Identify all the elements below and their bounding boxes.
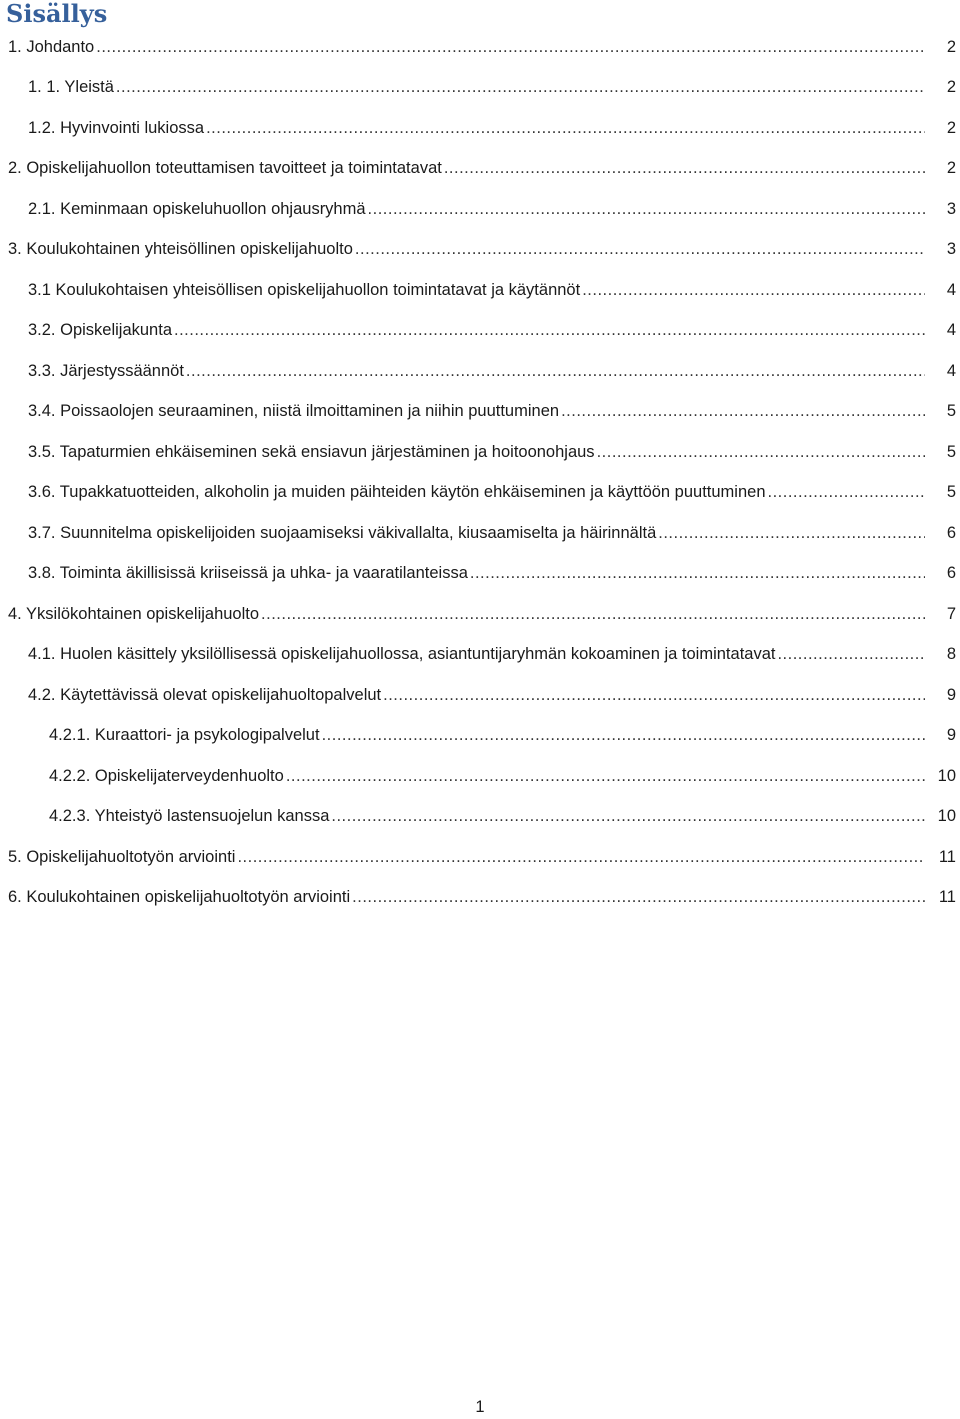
toc-entry-title: 3.1 Koulukohtaisen yhteisöllisen opiskelijahuollon toimintatavat ja käytännöt	[28, 280, 581, 299]
toc-entry-page: 2	[946, 78, 956, 97]
toc-entry[interactable]	[0, 27, 960, 68]
toc-entry[interactable]	[0, 68, 960, 109]
toc-entry-title: 6. Koulukohtainen opiskelijahuoltotyön arviointi	[8, 888, 351, 907]
toc-entry-page: 10	[937, 766, 956, 785]
toc-dot-leader	[286, 767, 925, 786]
toc-heading: Sisällys	[6, 0, 108, 28]
toc-entry[interactable]	[0, 797, 960, 838]
toc-dot-leader	[768, 483, 926, 502]
toc-entry-page: 2	[946, 159, 956, 178]
toc-entry[interactable]	[0, 149, 960, 190]
toc-entry-title: 3.4. Poissaolojen seuraaminen, niistä ilmoittaminen ja niihin puuttuminen	[28, 402, 560, 421]
toc-dot-leader	[561, 402, 925, 421]
toc-entry-page: 5	[946, 402, 956, 421]
toc-dot-leader	[444, 159, 925, 178]
toc-entry-title: 4.1. Huolen käsittely yksilöllisessä opiskelijahuollossa, asiantuntijaryhmän kokoaminen ja toimintatavat	[28, 645, 776, 664]
toc-entry-title: 4.2.3. Yhteistyö lastensuojelun kanssa	[49, 807, 330, 826]
toc-dot-leader	[96, 38, 925, 57]
toc-entry-title: 3.2. Opiskelijakunta	[28, 321, 172, 340]
toc-entry-page: 7	[946, 604, 956, 623]
toc-entry[interactable]	[0, 392, 960, 433]
toc-entry[interactable]	[0, 878, 960, 919]
toc-dot-leader	[322, 726, 925, 745]
toc-dot-leader	[355, 240, 925, 259]
toc-entry-page: 6	[946, 564, 956, 583]
toc-entry[interactable]	[0, 675, 960, 716]
toc-entry-title: 4.2.2. Opiskelijaterveydenhuolto	[49, 766, 284, 785]
toc-entry-title: 4. Yksilökohtainen opiskelijahuolto	[8, 604, 260, 623]
table-of-contents	[0, 27, 960, 918]
toc-dot-leader	[186, 362, 925, 381]
toc-entry-title: 3.6. Tupakkatuotteiden, alkoholin ja muiden päihteiden käytön ehkäiseminen ja käyttöön puuttuminen	[28, 483, 766, 502]
toc-entry[interactable]	[0, 473, 960, 514]
toc-entry-page: 4	[946, 321, 956, 340]
toc-dot-leader	[331, 807, 925, 826]
toc-dot-leader	[116, 78, 925, 97]
toc-dot-leader	[597, 443, 925, 462]
toc-entry-title: 4.2. Käytettävissä olevat opiskelijahuoltopalvelut	[28, 685, 382, 704]
toc-entry-title: 1. Johdanto	[8, 37, 95, 56]
toc-dot-leader	[352, 888, 925, 907]
toc-entry[interactable]	[0, 756, 960, 797]
toc-entry-page: 2	[946, 118, 956, 137]
toc-entry-title: 5. Opiskelijahuoltotyön arviointi	[8, 847, 236, 866]
toc-entry-title: 1.2. Hyvinvointi lukiossa	[28, 118, 205, 137]
toc-dot-leader	[383, 686, 925, 705]
toc-entry-page: 5	[946, 483, 956, 502]
toc-entry[interactable]	[0, 270, 960, 311]
toc-entry-title: 3. Koulukohtainen yhteisöllinen opiskelijahuolto	[8, 240, 353, 259]
toc-entry-page: 10	[937, 807, 956, 826]
page-number: 1	[475, 1398, 485, 1416]
toc-entry-title: 3.5. Tapaturmien ehkäiseminen sekä ensiavun järjestäminen ja hoitoonohjaus	[28, 442, 595, 461]
toc-entry[interactable]	[0, 635, 960, 676]
toc-dot-leader	[582, 281, 925, 300]
toc-entry[interactable]	[0, 108, 960, 149]
toc-entry-page: 6	[946, 523, 956, 542]
toc-entry-page: 3	[946, 240, 956, 259]
toc-entry[interactable]	[0, 716, 960, 757]
toc-entry-page: 4	[946, 361, 956, 380]
toc-entry-page: 11	[938, 847, 956, 866]
toc-entry-title: 1. 1. Yleistä	[28, 78, 114, 97]
toc-dot-leader	[206, 119, 925, 138]
toc-entry[interactable]	[0, 513, 960, 554]
toc-dot-leader	[368, 200, 925, 219]
toc-entry[interactable]	[0, 837, 960, 878]
toc-dot-leader	[777, 645, 925, 664]
toc-entry-title: 3.7. Suunnitelma opiskelijoiden suojaamiseksi väkivallalta, kiusaamiselta ja häirinnältä	[28, 523, 657, 542]
toc-entry-title: 3.3. Järjestyssäännöt	[28, 361, 184, 380]
toc-dot-leader	[237, 848, 925, 867]
toc-dot-leader	[261, 605, 925, 624]
toc-entry[interactable]	[0, 230, 960, 271]
toc-dot-leader	[174, 321, 925, 340]
toc-entry-page: 9	[946, 685, 956, 704]
toc-entry[interactable]	[0, 351, 960, 392]
toc-entry-page: 11	[938, 888, 956, 907]
toc-dot-leader	[658, 524, 925, 543]
toc-entry[interactable]	[0, 432, 960, 473]
toc-dot-leader	[470, 564, 925, 583]
toc-entry-title: 2. Opiskelijahuollon toteuttamisen tavoitteet ja toimintatavat	[8, 159, 442, 178]
toc-entry-page: 5	[946, 442, 956, 461]
toc-entry-title: 4.2.1. Kuraattori- ja psykologipalvelut	[49, 726, 320, 745]
toc-entry-page: 9	[946, 726, 956, 745]
toc-entry[interactable]	[0, 311, 960, 352]
toc-entry-page: 3	[946, 199, 956, 218]
toc-entry-page: 4	[946, 280, 956, 299]
toc-entry[interactable]	[0, 594, 960, 635]
toc-entry-title: 3.8. Toiminta äkillisissä kriiseissä ja uhka- ja vaaratilanteissa	[28, 564, 468, 583]
toc-entry[interactable]	[0, 189, 960, 230]
toc-entry[interactable]	[0, 554, 960, 595]
toc-entry-title: 2.1. Keminmaan opiskeluhuollon ohjausryhmä	[28, 199, 366, 218]
toc-entry-page: 2	[946, 37, 956, 56]
toc-entry-page: 8	[946, 645, 956, 664]
